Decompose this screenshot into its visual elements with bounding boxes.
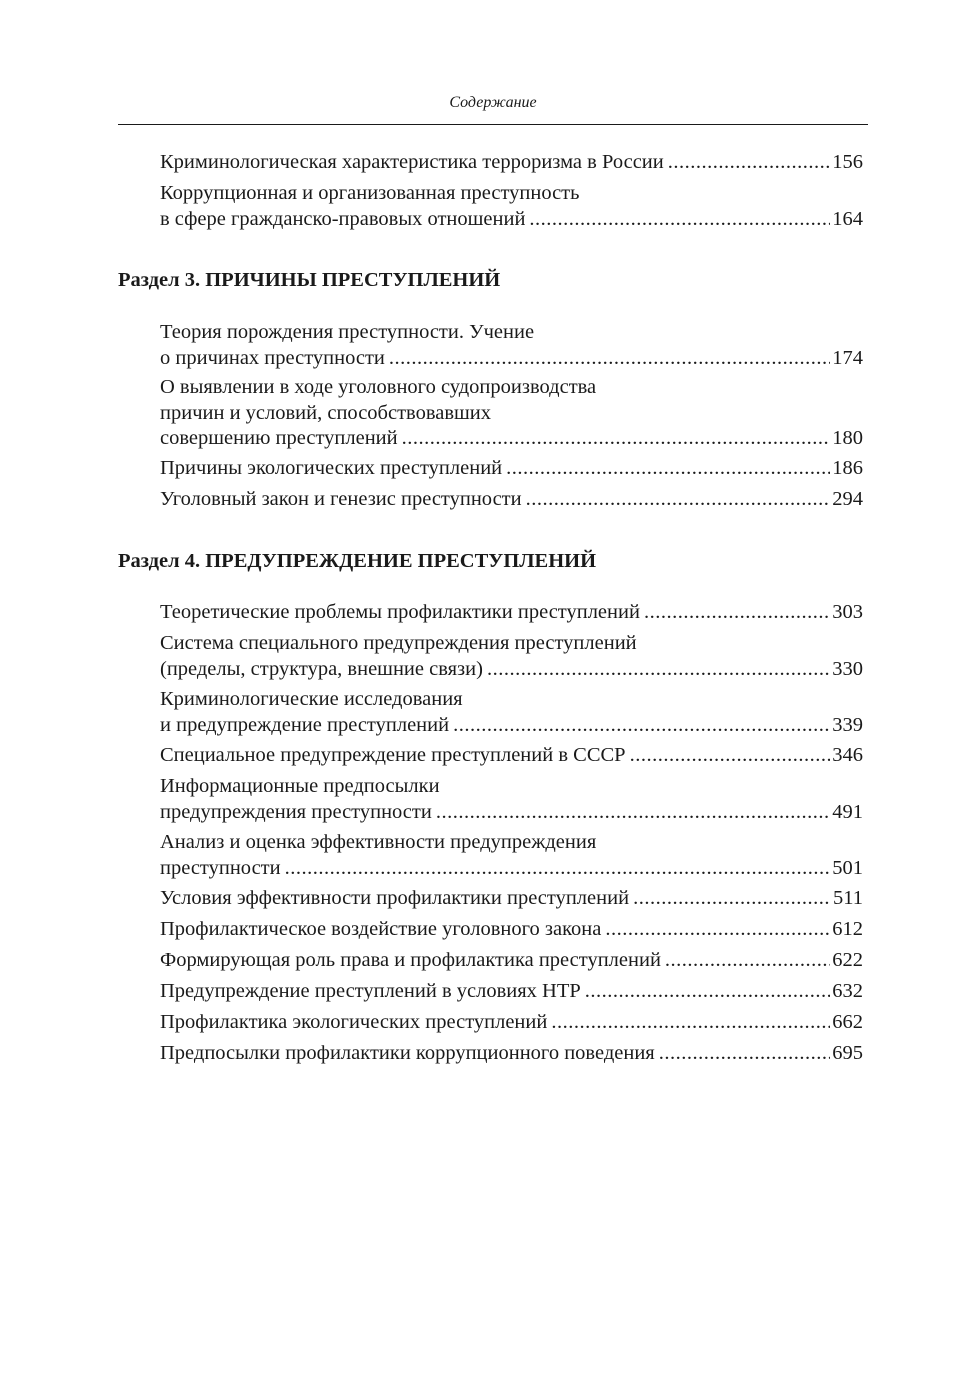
toc-page-number: 164 (832, 207, 863, 230)
dot-leader (644, 600, 830, 626)
toc-entry-last-line (160, 917, 863, 943)
dot-leader (526, 487, 831, 513)
toc-entry-title: совершению преступлений (160, 427, 398, 449)
toc-entry-last-line (160, 886, 863, 912)
toc-entry-title: Условия эффективности профилактики преступлений (160, 887, 630, 909)
toc-entry-last-line (160, 600, 863, 626)
toc-entry-last-line (160, 150, 863, 176)
toc-page-number: 511 (833, 887, 863, 909)
dot-leader (529, 207, 830, 233)
dot-leader (630, 743, 831, 769)
toc-entry[interactable] (160, 979, 863, 1005)
toc-entry-last-line (160, 800, 863, 826)
toc-entry-last-line (160, 1041, 863, 1067)
toc-entry[interactable] (160, 743, 863, 769)
toc-page-number: 612 (832, 918, 863, 940)
toc-page-number: 491 (832, 800, 863, 823)
toc-entry-title: Профилактика экологических преступлений (160, 1011, 548, 1033)
toc-entry[interactable] (160, 948, 863, 974)
toc-entry[interactable] (160, 181, 863, 232)
dot-leader (402, 426, 831, 452)
dot-leader (605, 917, 830, 943)
toc-entry-title: предупреждения преступности (160, 800, 432, 823)
running-head: Содержание (449, 94, 537, 111)
toc-entry[interactable] (160, 600, 863, 626)
section-heading: Раздел 4. ПРЕДУПРЕЖДЕНИЕ ПРЕСТУПЛЕНИЙ (118, 550, 597, 572)
toc-page-number: 156 (832, 151, 863, 173)
toc-entry-title-line: Информационные предпосылки (160, 775, 440, 797)
toc-entry-last-line (160, 948, 863, 974)
toc-entry-last-line (160, 657, 863, 683)
toc-entry[interactable] (160, 830, 863, 881)
toc-page-number: 339 (832, 713, 863, 736)
toc-entry[interactable] (160, 774, 863, 825)
toc-entry[interactable] (160, 1010, 863, 1036)
toc-entry[interactable] (160, 487, 863, 513)
toc-entry-title: и предупреждение преступлений (160, 713, 450, 736)
toc-entry-title: Теоретические проблемы профилактики преступлений (160, 601, 640, 623)
toc-page-number: 294 (832, 488, 863, 510)
toc-page-number: 622 (832, 949, 863, 971)
toc-entry-title: о причинах преступности (160, 346, 385, 369)
toc-entry-title-line: Теория порождения преступности. Учение (160, 321, 535, 343)
toc-entry-title: Причины экологических преступлений (160, 457, 503, 479)
toc-entry-last-line (160, 979, 863, 1005)
dot-leader (436, 800, 830, 826)
toc-entry[interactable] (160, 631, 863, 682)
toc-entry-title-line: Криминологические исследования (160, 688, 463, 710)
toc-entry[interactable] (160, 456, 863, 482)
toc-entry[interactable] (160, 886, 863, 912)
toc-entry-title: (пределы, структура, внешние связи) (160, 657, 483, 680)
toc-page-number: 186 (832, 457, 863, 479)
toc-entry-title-line: Система специального предупреждения преступлений (160, 632, 637, 654)
toc-entry-title: Формирующая роль права и профилактика преступлений (160, 949, 661, 971)
section-heading: Раздел 3. ПРИЧИНЫ ПРЕСТУПЛЕНИЙ (118, 269, 501, 291)
toc-page-number: 501 (832, 856, 863, 879)
toc-entry-title: в сфере гражданско-правовых отношений (160, 207, 526, 230)
toc-entry-title-line: причин и условий, способствовавших (160, 401, 492, 424)
dot-leader (551, 1010, 830, 1036)
toc-entry-last-line (160, 456, 863, 482)
dot-leader (389, 346, 830, 372)
toc-entry-title: Предпосылки профилактики коррупционного поведения (160, 1042, 655, 1064)
toc-entry[interactable] (160, 687, 863, 738)
toc-page-number: 662 (832, 1011, 863, 1033)
toc-entry-title-line: О выявлении в ходе уголовного судопроизводства (160, 376, 597, 398)
header-rule (118, 124, 868, 125)
toc-entry[interactable] (160, 375, 863, 452)
toc-entry-last-line (160, 426, 863, 452)
toc-entry-title: Профилактическое воздействие уголовного закона (160, 918, 602, 940)
toc-entry-title: преступности (160, 856, 281, 879)
toc-page-number: 174 (832, 346, 863, 369)
dot-leader (285, 856, 831, 882)
toc-entry-title: Криминологическая характеристика терроризма в России (160, 151, 664, 173)
dot-leader (506, 456, 830, 482)
toc-page-number: 330 (832, 657, 863, 680)
toc-entry[interactable] (160, 150, 863, 176)
toc-entry-last-line (160, 856, 863, 882)
toc-entry-last-line (160, 487, 863, 513)
toc-page-number: 303 (832, 601, 863, 623)
dot-leader (633, 886, 831, 912)
dot-leader (585, 979, 830, 1005)
toc-entry-title: Уголовный закон и генезис преступности (160, 488, 522, 510)
toc-entry-last-line (160, 207, 863, 233)
toc-entry[interactable] (160, 1041, 863, 1067)
toc-page-number: 346 (832, 744, 863, 766)
toc-entry[interactable] (160, 917, 863, 943)
toc-entry-title: Предупреждение преступлений в условиях НТР (160, 980, 581, 1002)
toc-entry-title: Специальное предупреждение преступлений в СССР (160, 744, 626, 766)
toc-entry-title-line: Анализ и оценка эффективности предупреждения (160, 831, 597, 853)
dot-leader (453, 713, 830, 739)
toc-entry-title-line: Коррупционная и организованная преступность (160, 182, 580, 204)
toc-entry[interactable] (160, 320, 863, 371)
dot-leader (668, 150, 830, 176)
toc-entry-last-line (160, 713, 863, 739)
toc-entry-last-line (160, 1010, 863, 1036)
toc-page-number: 695 (832, 1042, 863, 1064)
toc-entry-last-line (160, 346, 863, 372)
toc-page-number: 180 (832, 427, 863, 449)
toc-page-number: 632 (832, 980, 863, 1002)
dot-leader (665, 948, 830, 974)
toc-entry-last-line (160, 743, 863, 769)
dot-leader (659, 1041, 831, 1067)
dot-leader (487, 657, 830, 683)
